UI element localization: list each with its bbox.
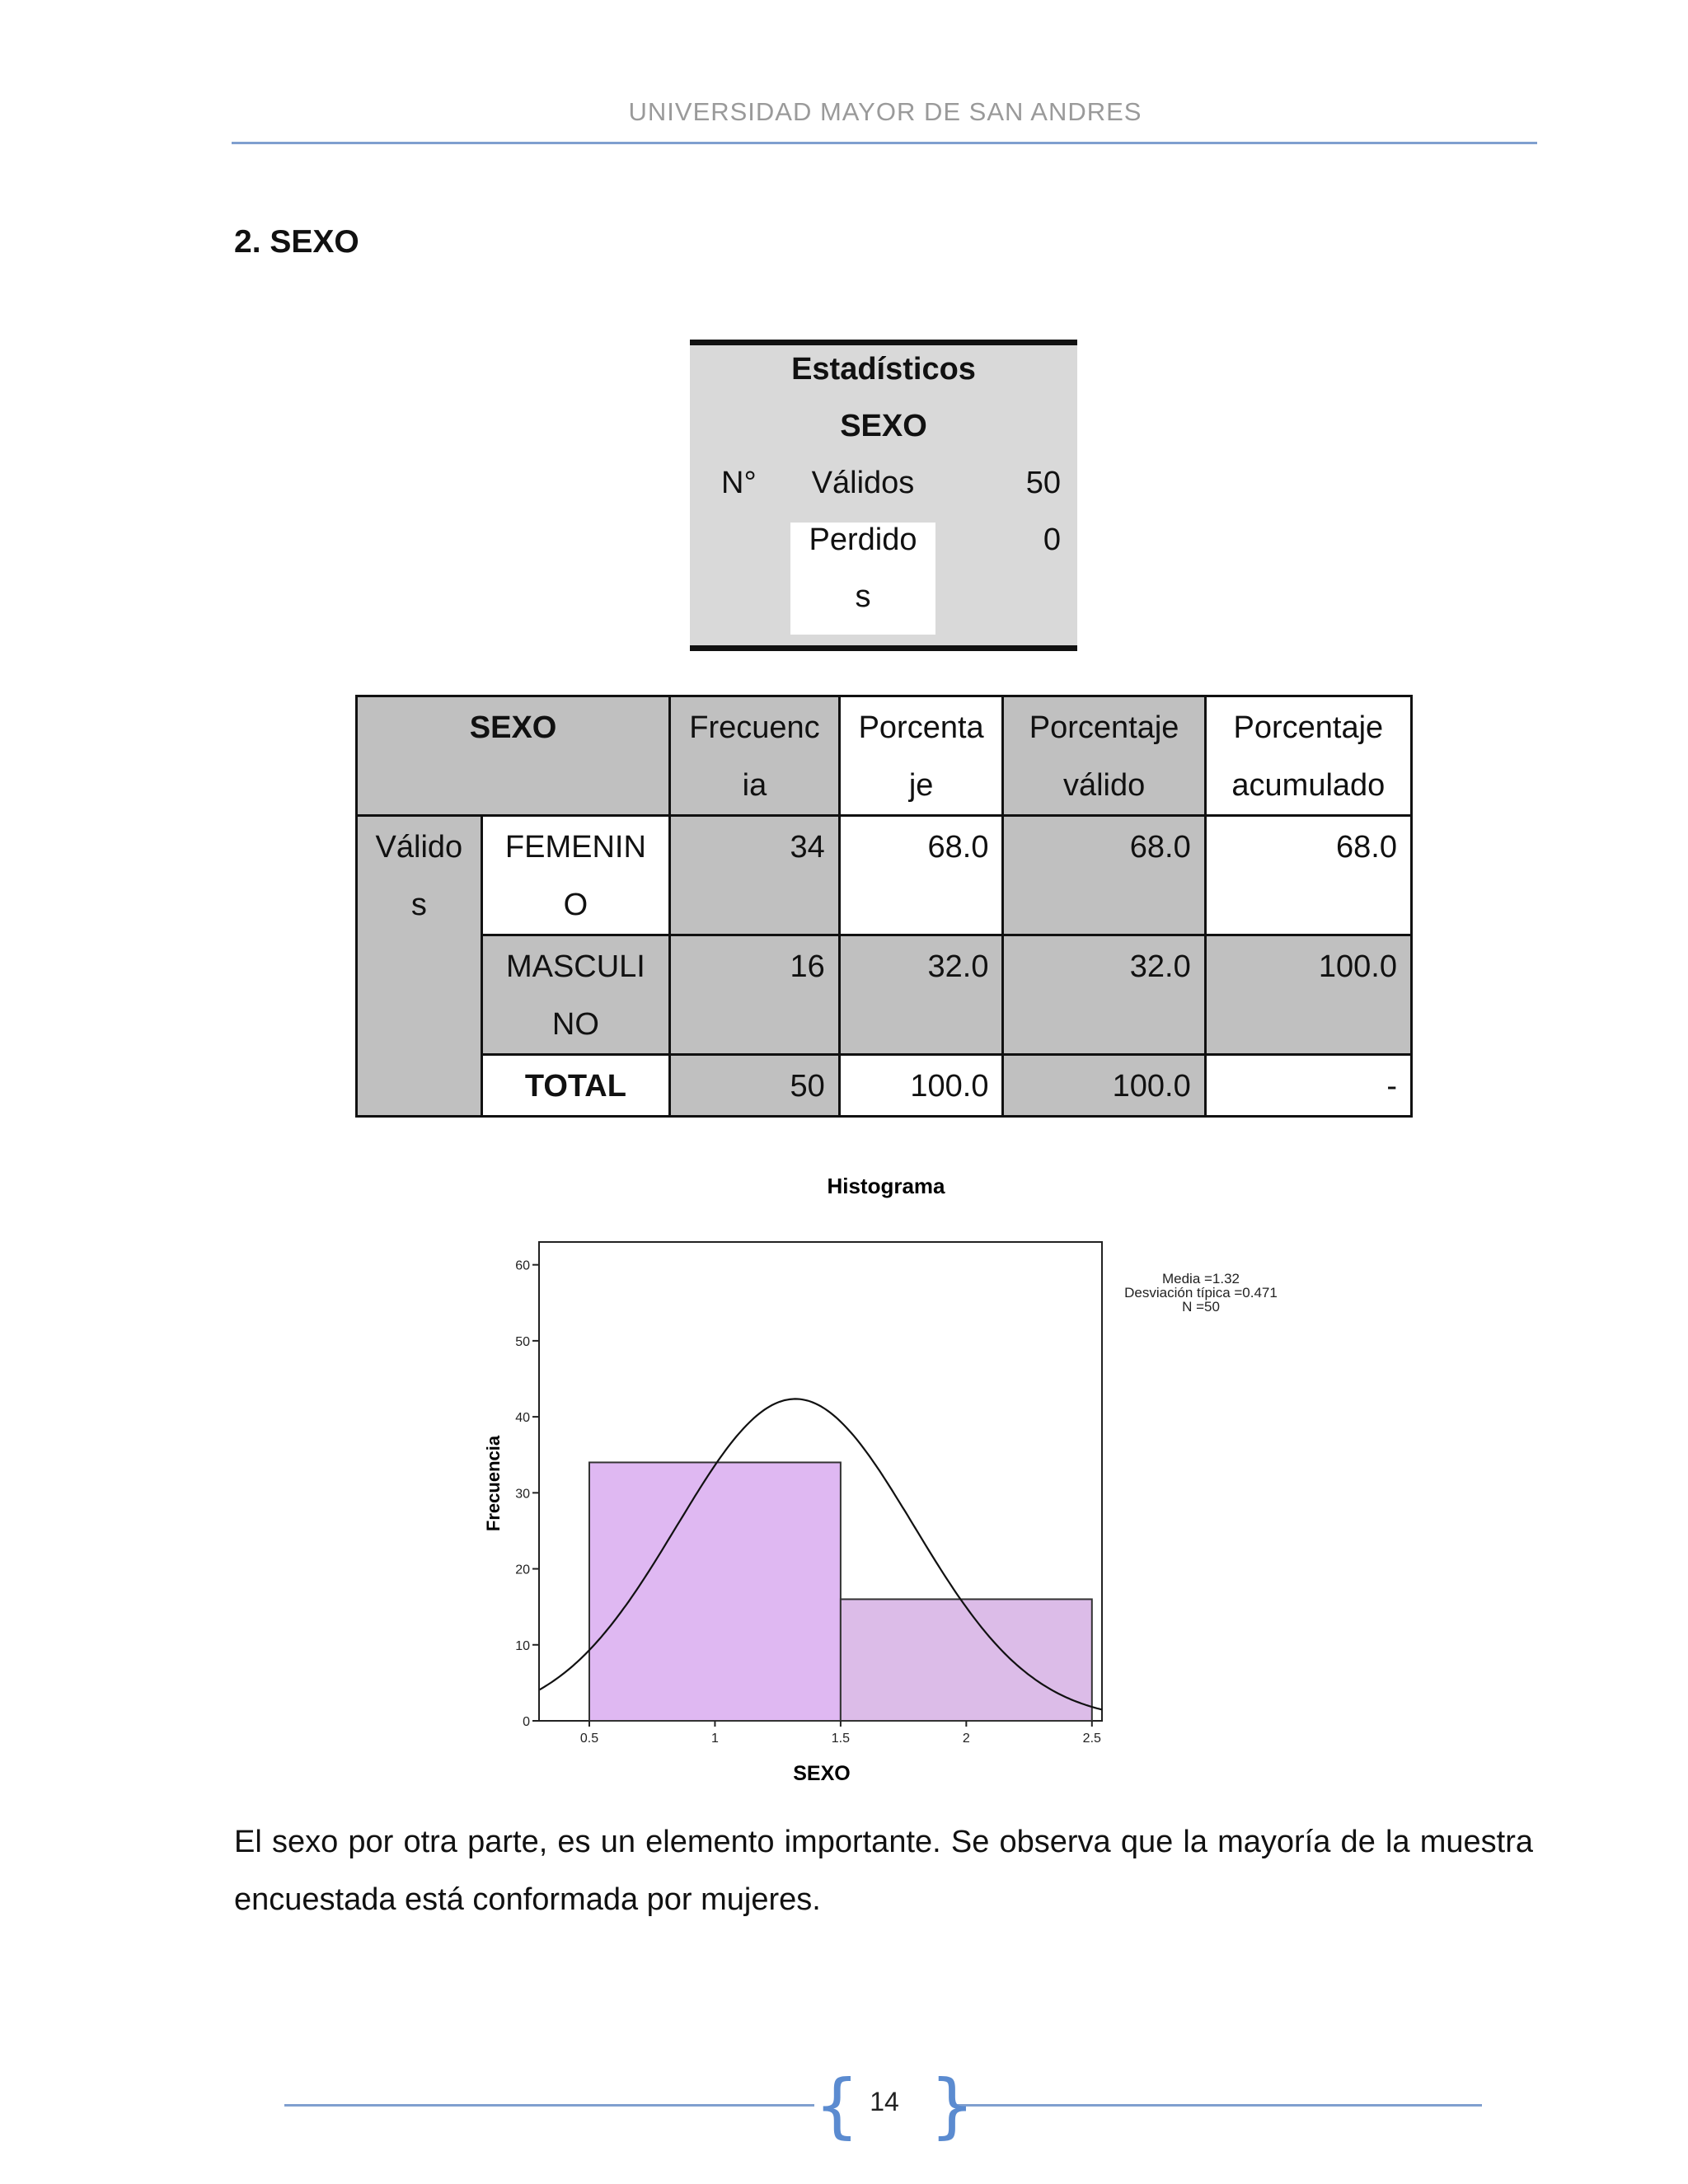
header-sexo: SEXO <box>357 696 670 816</box>
right-brace-icon: } <box>930 2064 975 2147</box>
cell-frequency: 16 <box>670 935 840 1055</box>
x-tick-label: 0.5 <box>579 1732 599 1746</box>
table-row <box>357 816 1412 935</box>
header-rule <box>232 142 1537 144</box>
stats-table <box>690 340 1077 651</box>
cell-percent: 32.0 <box>839 935 1003 1055</box>
y-tick-label: 0 <box>523 1715 530 1729</box>
stats-subtitle: SEXO <box>840 409 927 443</box>
footer-rule-right <box>953 2104 1482 2107</box>
cell-valid-percent: 68.0 <box>1003 816 1205 935</box>
table-row <box>357 935 1412 1055</box>
y-tick-label: 60 <box>515 1258 530 1273</box>
cell-valid-percent: 32.0 <box>1003 935 1205 1055</box>
y-tick-label: 40 <box>515 1411 530 1426</box>
stats-lost-label-cont: s <box>855 579 871 614</box>
total-cumulative-percent: - <box>1205 1055 1411 1117</box>
x-tick-label: 1 <box>710 1732 719 1746</box>
y-axis-label: Frecuencia <box>483 1435 504 1532</box>
x-tick-label: 2.5 <box>1082 1732 1101 1746</box>
table-total-row <box>357 1055 1412 1117</box>
page-number: 14 <box>870 2087 899 2116</box>
total-frequency: 50 <box>670 1055 840 1117</box>
group-label: Válido s <box>357 816 482 1117</box>
frequency-table <box>355 695 1413 1118</box>
section-title: 2. SEXO <box>234 224 359 260</box>
row-label: FEMENIN O <box>481 816 669 935</box>
header-frequency: Frecuenc ia <box>670 696 840 816</box>
y-tick-label: 50 <box>515 1334 530 1349</box>
stats-lost-value: 0 <box>1043 523 1061 557</box>
histogram-chart <box>462 1154 1302 1797</box>
plot-area <box>515 1242 1102 1746</box>
total-percent: 100.0 <box>839 1055 1003 1117</box>
x-tick-label: 2 <box>962 1732 970 1746</box>
stats-sd-text: Desviación típica =0.471 <box>1124 1285 1278 1301</box>
header-valid-percent: Porcentaje válido <box>1003 696 1205 816</box>
cell-frequency: 34 <box>670 816 840 935</box>
histogram-bar <box>589 1462 841 1721</box>
stats-title: Estadísticos <box>791 352 976 387</box>
x-axis-label: SEXO <box>793 1762 851 1785</box>
table-header-row <box>357 696 1412 816</box>
cell-cumulative-percent: 100.0 <box>1205 935 1411 1055</box>
y-tick-label: 10 <box>515 1638 530 1653</box>
footer-rule-left <box>284 2104 814 2107</box>
left-brace-icon: { <box>814 2064 860 2147</box>
cell-percent: 68.0 <box>839 816 1003 935</box>
stats-row-label: N° <box>721 466 757 500</box>
stats-valid-label: Válidos <box>811 466 915 500</box>
running-header: UNIVERSIDAD MAYOR DE SAN ANDRES <box>628 97 1142 126</box>
x-tick-label: 1.5 <box>831 1732 851 1746</box>
y-tick-label: 30 <box>515 1487 530 1502</box>
y-tick-label: 20 <box>515 1563 530 1577</box>
chart-title: Histograma <box>827 1174 945 1198</box>
total-label: TOTAL <box>481 1055 669 1117</box>
stats-mean-text: Media =1.32 <box>1161 1271 1240 1286</box>
body-paragraph: El sexo por otra parte, es un elemento importante. Se observa que la mayoría de la muestra encuestada está conformada por mujeres. <box>234 1825 1533 1917</box>
total-valid-percent: 100.0 <box>1003 1055 1205 1117</box>
stats-n-text: N =50 <box>1182 1299 1220 1315</box>
header-percent: Porcenta je <box>839 696 1003 816</box>
stats-valid-value: 50 <box>1025 466 1061 500</box>
cell-cumulative-percent: 68.0 <box>1205 816 1411 935</box>
row-label: MASCULI NO <box>481 935 669 1055</box>
header-cumulative-percent: Porcentaje acumulado <box>1205 696 1411 816</box>
stats-lost-label: Perdido <box>809 523 917 557</box>
histogram-bar <box>841 1599 1092 1721</box>
